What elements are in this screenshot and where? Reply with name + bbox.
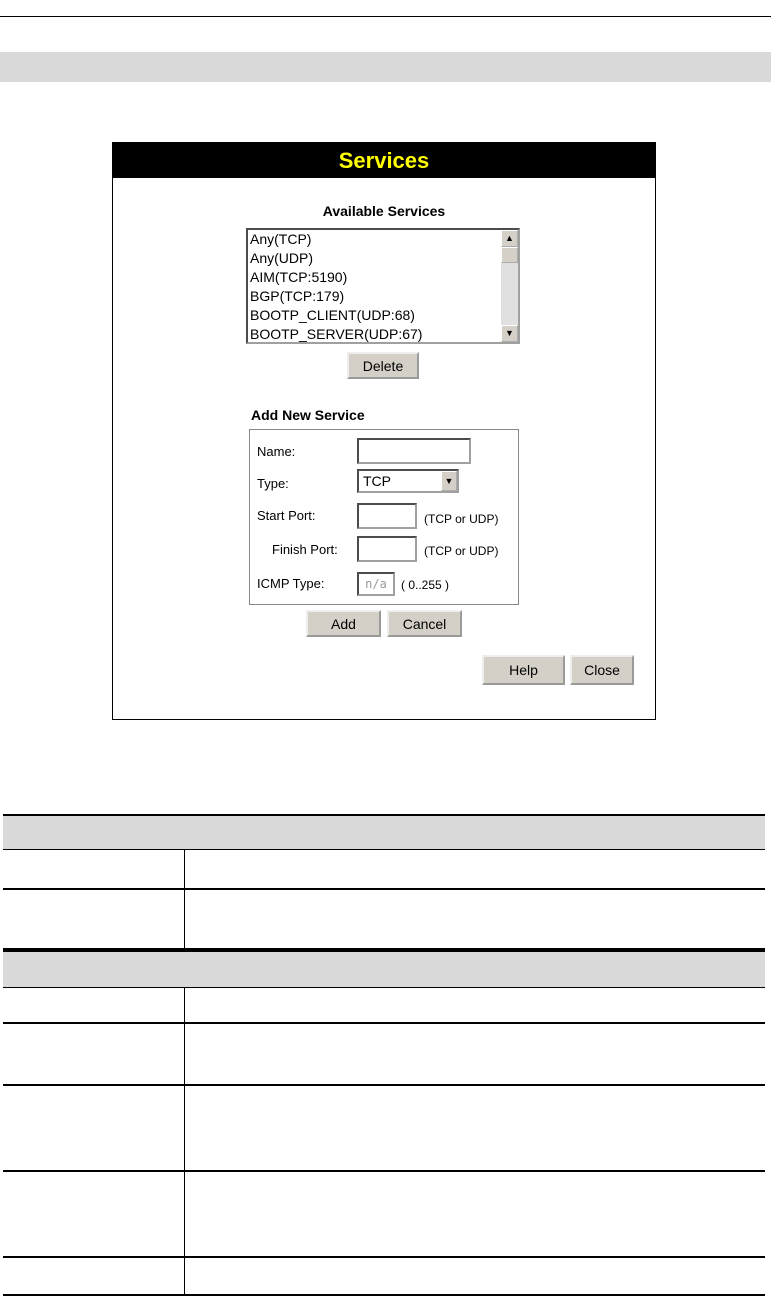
icmp-type-label: ICMP Type: — [257, 576, 325, 591]
table-section-header — [3, 814, 765, 850]
table-row — [3, 850, 765, 890]
list-item[interactable]: AIM(TCP:5190) — [250, 269, 348, 285]
list-scrollbar[interactable] — [501, 230, 518, 342]
table-row — [3, 988, 765, 1024]
list-item[interactable]: Any(UDP) — [250, 250, 314, 266]
list-item[interactable]: BOOTP_CLIENT(UDP:68) — [250, 307, 415, 323]
section-heading-band — [0, 52, 771, 82]
icmp-type-input[interactable]: n/a — [357, 572, 395, 596]
start-port-hint: (TCP or UDP) — [424, 512, 499, 526]
available-services-label: Available Services — [322, 203, 446, 219]
add-service-form — [249, 429, 519, 605]
name-input[interactable] — [357, 438, 471, 464]
finish-port-label: Finish Port: — [272, 542, 338, 557]
services-dialog — [112, 142, 656, 720]
type-select-value: TCP — [363, 473, 391, 489]
start-port-label: Start Port: — [257, 508, 316, 523]
scroll-down-icon[interactable]: ▼ — [501, 325, 518, 342]
close-button[interactable]: Close — [570, 655, 634, 685]
available-services-list[interactable] — [246, 228, 520, 344]
table-row — [3, 1258, 765, 1296]
dialog-title: Services — [113, 143, 655, 178]
table-section-header — [3, 950, 765, 988]
table-row — [3, 1172, 765, 1258]
table-row — [3, 1086, 765, 1172]
add-new-service-label: Add New Service — [251, 407, 365, 423]
help-button[interactable]: Help — [482, 655, 565, 685]
type-label: Type: — [257, 476, 289, 491]
list-item[interactable]: BGP(TCP:179) — [250, 288, 345, 304]
start-port-input[interactable] — [357, 503, 417, 529]
type-select[interactable] — [357, 469, 459, 493]
table-row — [3, 890, 765, 950]
finish-port-hint: (TCP or UDP) — [424, 544, 499, 558]
name-label: Name: — [257, 444, 296, 459]
finish-port-input[interactable] — [357, 536, 417, 562]
scroll-up-icon[interactable]: ▲ — [501, 230, 518, 247]
scroll-thumb[interactable] — [501, 247, 518, 263]
add-button[interactable]: Add — [306, 610, 381, 637]
table-row — [3, 1024, 765, 1086]
icmp-type-hint: ( 0..255 ) — [401, 578, 450, 592]
chevron-down-icon[interactable]: ▼ — [441, 471, 457, 491]
delete-button[interactable]: Delete — [347, 352, 419, 379]
top-rule — [0, 16, 771, 17]
cancel-button[interactable]: Cancel — [387, 610, 462, 637]
list-item[interactable]: Any(TCP) — [250, 231, 312, 247]
list-item[interactable]: BOOTP_SERVER(UDP:67) — [250, 326, 423, 342]
